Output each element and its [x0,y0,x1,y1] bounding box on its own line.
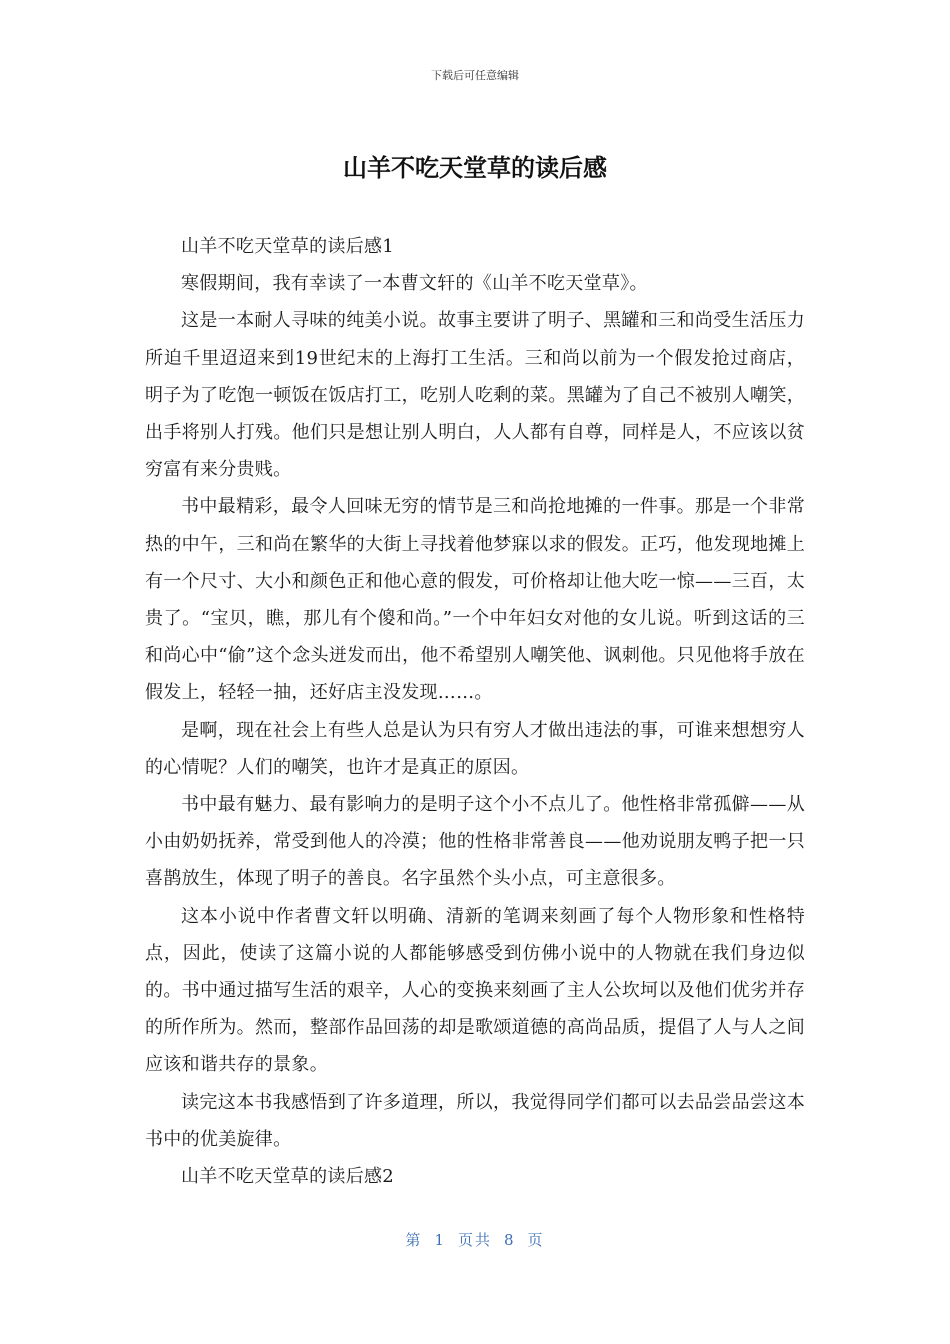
document-body [145,228,805,1195]
footer-total-pages: 8 [504,1231,516,1249]
document-title: 山羊不吃天堂草的读后感 [343,154,607,182]
paragraph-section-heading-2: 山羊不吃天堂草的读后感2 [181,1166,395,1188]
paragraph-highlight-scene: 书中最精彩，最令人回味无穷的情节是三和尚抢地摊的一件事。那是一个非常热的中午，三和尚在繁华的大街上寻找着他梦寐以求的假发。正巧，他发现地摊上有一个尺寸、大小和颜色正和他心意的假发，可价格却让他大吃一惊——三百，太贵了。“宝贝，瞧，那儿有个傻和尚。”一个中年妇女对他的女儿说。听到这话的三和尚心中“偷”这个念头迸发而出，他不希望别人嘲笑他、讽刺他。只见他将手放在假发上，轻轻一抽，还好店主没发现……。 [145,496,805,704]
footer-current-page: 1 [434,1231,446,1249]
paragraph-section-heading-1: 山羊不吃天堂草的读后感1 [181,236,395,257]
paragraph-reflection: 是啊，现在社会上有些人总是认为只有穷人才做出违法的事，可谁来想想穷人的心情呢？人们的嘲笑，也许才是真正的原因。 [145,719,805,778]
paragraph-author-style: 这本小说中作者曹文轩以明确、清新的笔调来刻画了每个人物形象和性格特点，因此，使读了这篇小说的人都能够感受到仿佛小说中的人物就在我们身边似的。书中通过描写生活的艰辛，人心的变换来刻画了主人公坎坷以及他们优劣并存的所作所为。然而，整部作品回荡的却是歌颂道德的高尚品质，提倡了人与人之间应该和谐共存的景象。 [145,905,805,1076]
paragraph-conclusion: 读完这本书我感悟到了许多道理，所以，我觉得同学们都可以去品尝品尝这本书中的优美旋律。 [145,1091,805,1150]
paragraph-intro: 寒假期间，我有幸读了一本曹文轩的《山羊不吃天堂草》。 [181,273,648,295]
paragraph-mingzi: 书中最有魅力、最有影响力的是明子这个小不点儿了。他性格非常孤僻——从小由奶奶抚养，常受到他人的冷漠；他的性格非常善良——他劝说朋友鸭子把一只喜鹊放生，体现了明子的善良。名字虽然个头小点，可主意很多。 [145,794,805,890]
footer-prefix: 第 [405,1231,423,1249]
paragraph-story-summary: 这是一本耐人寻味的纯美小说。故事主要讲了明子、黑罐和三和尚受生活压力所迫千里迢迢来到19世纪末的上海打工生活。三和尚以前为一个假发抢过商店，明子为了吃饱一顿饭在饭店打工，吃别人吃剩的菜。黑罐为了自己不被别人嘲笑，出手将别人打残。他们只是想让别人明白，人人都有自尊，同样是人，不应该以贫穷富有来分贵贱。 [145,310,805,481]
page-footer [0,1229,950,1250]
footer-suffix: 页 [527,1231,545,1249]
footer-middle: 页共 [457,1231,492,1249]
header-note: 下载后可任意编辑 [431,69,519,82]
